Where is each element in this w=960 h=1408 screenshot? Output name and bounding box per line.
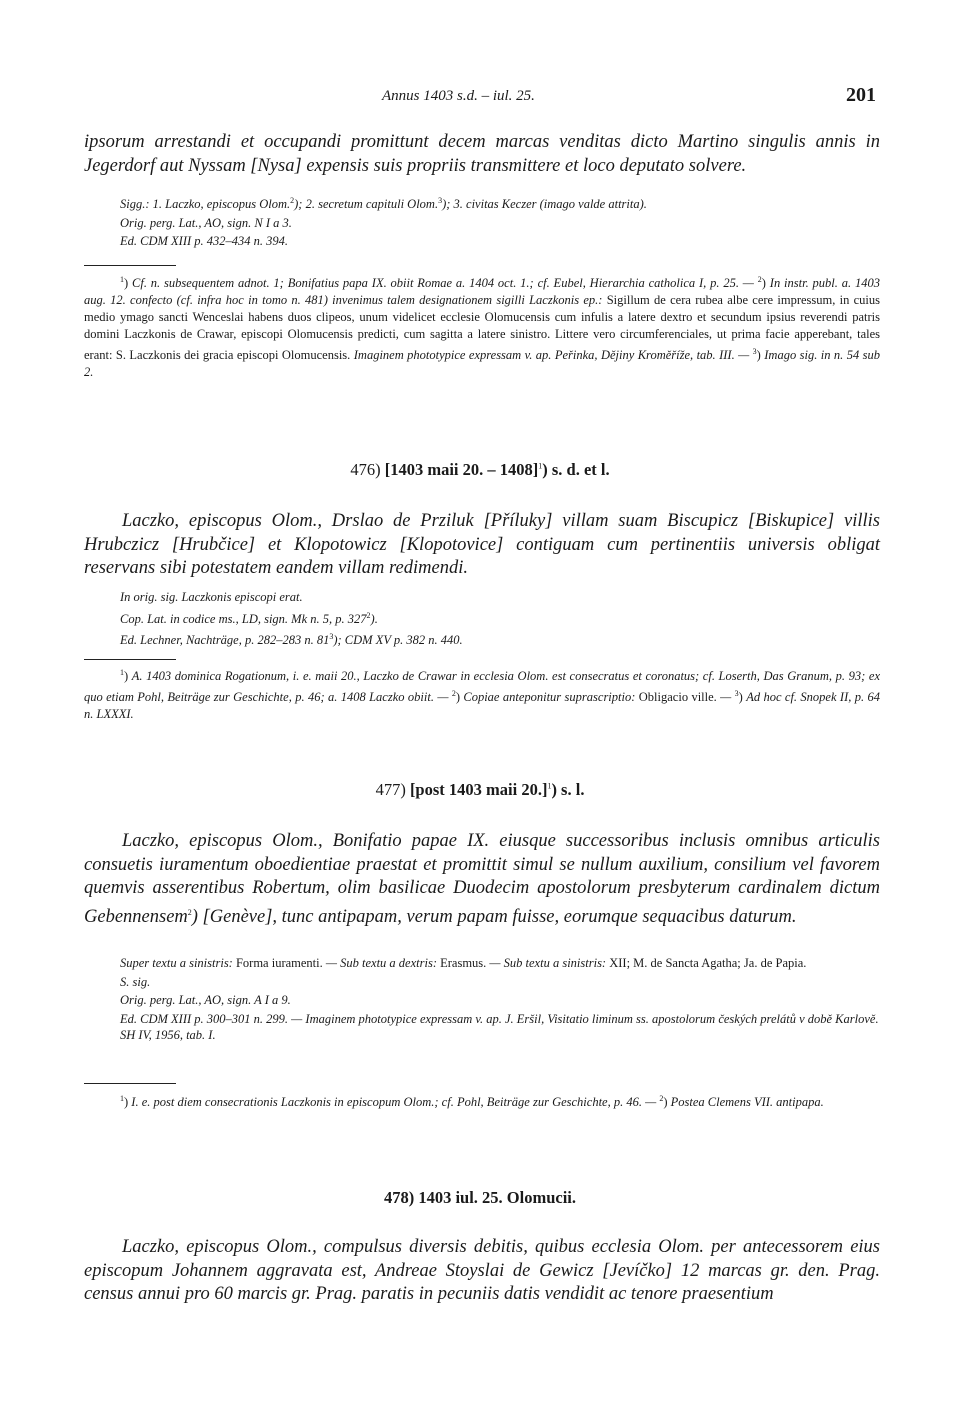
edition-line: Ed. CDM XIII p. 432–434 n. 394. xyxy=(120,234,289,249)
continued-regest: ipsorum arrestandi et occupandi promittunt decem marcas venditas dicto Martino singulis annis in Jegerdorf aut Nyssam [Nysa] expensis suis propriis transmittere et loco deputato solvere. xyxy=(84,132,880,176)
seal-note: In orig. sig. Laczkonis episcopi erat. xyxy=(120,590,303,604)
sigilla-line: Sigg.: 1. Laczko, episcopus Olom.$^2$); 2. secretum capituli Olom.$^3$); 3. civitas Keczer (imago valde attrita). xyxy=(120,196,647,212)
edition-line: Ed. CDM XIII p. 300–301 n. 299. — Imaginem phototypice expressam v. ap. J. Eršil, Visitatio liminum ss. apostolorum českých prelátů v době Karlově. SH IV, 1956, tab. I. xyxy=(120,1011,879,1042)
footnote-divider xyxy=(84,265,176,266)
document-477-heading: 477) [post 1403 maii 20.]$^1$) s. l. xyxy=(375,780,585,799)
document-476-apparatus xyxy=(120,589,880,651)
footnote-divider xyxy=(84,1083,176,1084)
document-477-footnotes: $^1$) I. e. post diem consecrationis Laczkonis in episcopum Olom.; cf. Pohl, Beiträge zur Geschichte, p. 46. — $^2$) Postea Clemens VII. antipapa. xyxy=(120,1094,824,1110)
document-476-footnotes: $^1$) A. 1403 dominica Rogationum, i. e. maii 20., Laczko de Crawar in ecclesia Olom. est consecratus et coronatus; cf. Loserth, Das Granum, p. 93; ex quo etiam Pohl, Beiträge zur Geschichte, p. 46; a. 1408 Laczko obiit. — $^2$) Copiae anteponitur suprascriptio: Obligacio ville. — $^3$) Ad hoc cf. Snopek II, p. 64 n. LXXXI. xyxy=(84,668,881,722)
document-477-regest: Laczko, episcopus Olom., Bonifatio papae IX. eiusque successoribus inclusis omnibus articulis consuetis iuramentum oboedientiae praestat et promittit simul se nullum auxilium, consilium vel favorem quemvis asserentibus Robertum, olim basilicae Duodecim apostolorum presbyterum cardinalem dictum Gebennensem$^2$) [Genève], tunc antipapam, verum papam fuisse, eorumque sequacibus daturum. xyxy=(84,831,880,927)
seal-note: S. sig. xyxy=(120,974,151,989)
document-478-heading: 478) 1403 iul. 25. Olomucii. xyxy=(383,1188,577,1207)
document-476-regest: Laczko, episcopus Olom., Drslao de Prziluk [Příluky] villam suam Biscupicz [Biskupice] villis Hrubczicz [Hrubčice] et Klopotowicz [Klopotovice] contiguam cum pertinentiis universis obligat reservans sibi potestatem eandem villam redimendi. xyxy=(84,511,880,578)
edition-line: Ed. Lechner, Nachträge, p. 282–283 n. $81^3$); CDM XV p. 382 n. 440. xyxy=(120,632,463,648)
page-number: 201 xyxy=(846,84,876,106)
document-476-heading: 476) [1403 maii 20. – 1408]$^1$) s. d. et l. xyxy=(350,460,610,479)
original-line: Orig. perg. Lat., AO, sign. A I a 9. xyxy=(120,993,291,1007)
continued-apparatus xyxy=(120,193,880,252)
marginal-notes: Super textu a sinistris: Forma iuramenti. — Sub textu a dextris: Erasmus. — Sub textu a sinistris: XII; M. de Sancta Agatha; Ja. de Papia. xyxy=(120,956,807,970)
footnote-divider xyxy=(84,659,176,660)
continued-footnotes: $^1$) Cf. n. subsequentem adnot. 1; Bonifatius papa IX. obiit Romae a. 1404 oct. 1.; cf. Eubel, Hierarchia catholica I, p. 25. — $^2$) In instr. publ. a. 1403 aug. 12. confecto (cf. infra hoc in tomo n. 481) invenimus talem designationem sigilli Laczkonis ep.: Sigillum de cera rubea albe cere impressum, in cuius medio ymago sancti Wenceslai habens duos clipeos, unum videlicet ecclesie Olomucensis cum infulis a latere dextro et secundum ipsius reverendi patris domini Laczkonis de Crawar, episcopi Olomucensis predicti, cum sagitta a latere sinistro. Littere vero circumferenciales, ut prima facie apperebant, tales erant: S. Laczkonis dei gracia episcopi Olomucensis. Imaginem phototypice expressam v. ap. Peřinka, Dějiny Kroměříže, tab. III. — $^3$) Imago sig. in n. 54 sub 2. xyxy=(84,275,881,380)
copy-line: Cop. Lat. in codice ms., LD, sign. Mk n. 5, p. $327^2$). xyxy=(120,610,378,626)
document-477-apparatus xyxy=(84,955,880,1046)
document-478-regest: Laczko, episcopus Olom., compulsus diversis debitis, quibus ecclesia Olom. per antecessorem eius episcopum Johannem aggravata est, Andreae Stoyslai de Gewicz [Jevíčko] 12 marcas gr. den. Prag. census annui pro 60 marcis gr. Prag. paratis in pecuniis datis vendidit ac tenore praesentium xyxy=(84,1237,880,1304)
running-title: Annus 1403 s.d. – iul. 25. xyxy=(382,88,535,104)
original-line: Orig. perg. Lat., AO, sign. N I a 3. xyxy=(120,215,292,230)
